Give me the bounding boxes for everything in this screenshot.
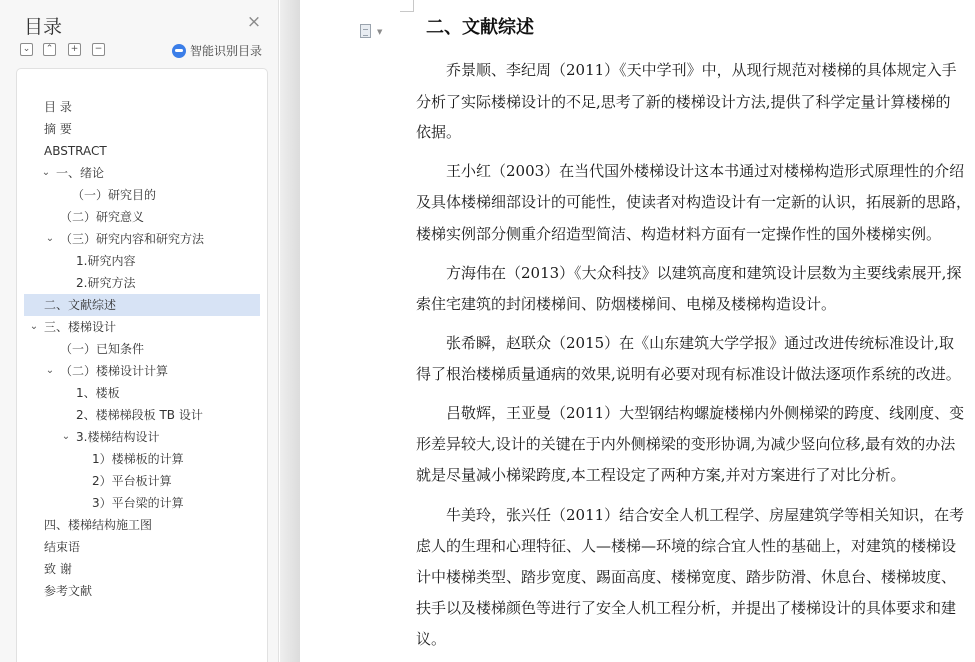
toc-item[interactable]	[24, 338, 260, 360]
chevron-down-icon[interactable]: ⌄	[45, 365, 55, 376]
toc-item-label: 目 录	[44, 100, 72, 114]
toc-item-label: 摘 要	[44, 122, 72, 136]
smart-toc-button[interactable]	[172, 42, 262, 59]
toc-item-label: 1.研究内容	[76, 254, 136, 268]
collapse-all-icon[interactable]: ⌃	[43, 43, 56, 56]
toc-item-label: 致 谢	[44, 562, 72, 576]
remove-heading-icon[interactable]: −	[92, 43, 105, 56]
toc-item-label: 参考文献	[44, 584, 93, 598]
toc-item[interactable]	[24, 448, 260, 470]
paragraph-line: 王小红（2003）在当代国外楼梯设计这本书通过对楼梯构造形式原理性的介绍	[416, 162, 965, 180]
toc-item[interactable]	[24, 404, 260, 426]
toc-item[interactable]	[24, 96, 260, 118]
toc-item[interactable]	[24, 206, 260, 228]
document-menu-icon[interactable]: ▼	[360, 24, 374, 40]
paragraph-line: 虑人的生理和心理特征、人—楼梯—环境的综合宜人性的基础上，对建筑的楼梯设	[416, 537, 957, 555]
document-page	[300, 0, 975, 662]
chevron-down-icon[interactable]: ⌄	[45, 233, 55, 244]
toc-item[interactable]	[24, 360, 260, 382]
paragraph-line: 楼梯实例部分侧重介绍造型简洁、构造材料方面有一定操作性的国外楼梯实例。	[416, 225, 942, 243]
toc-list	[16, 68, 268, 662]
toc-item[interactable]	[24, 140, 260, 162]
toc-item-label: （一）已知条件	[60, 342, 145, 356]
toc-item[interactable]	[24, 228, 260, 250]
paragraph-line: 方海伟在（2013）《大众科技》以建筑高度和建筑设计层数为主要线索展开,探	[416, 264, 962, 282]
toc-item[interactable]	[24, 492, 260, 514]
toc-item-label: （一）研究目的	[72, 188, 157, 202]
paragraph-line: 得了根治楼梯质量通病的效果,说明有必要对现有标准设计做法逐项作系统的改进。	[416, 365, 961, 383]
toc-item[interactable]	[24, 470, 260, 492]
toc-item[interactable]	[24, 184, 260, 206]
smart-toc-label: 智能识别目录	[190, 44, 263, 58]
toc-item[interactable]	[24, 514, 260, 536]
close-icon[interactable]: ×	[246, 12, 262, 32]
paragraph-line: 张希瞬，赵联众（2015）在《山东建筑大学学报》通过改进传统标准设计,取	[416, 334, 954, 352]
toc-item-label: 2）平台板计算	[92, 474, 172, 488]
toc-item[interactable]	[24, 272, 260, 294]
paragraph-line: 及具体楼梯细部设计的可能性，使读者对构造设计有一定新的认识，拓展新的思路，	[416, 193, 972, 211]
paragraph-line: 依据。	[416, 123, 462, 141]
toc-item[interactable]	[24, 558, 260, 580]
toc-item[interactable]	[24, 316, 260, 338]
toc-item-label: 四、楼梯结构施工图	[44, 518, 153, 532]
toc-item[interactable]	[24, 426, 260, 448]
page-gutter	[280, 0, 300, 662]
chevron-down-icon[interactable]: ⌄	[29, 321, 39, 332]
paragraph-line: 议。	[416, 630, 447, 648]
chevron-down-icon[interactable]: ⌄	[41, 167, 51, 178]
toc-item-label: ABSTRACT	[44, 144, 107, 158]
toc-item[interactable]	[24, 162, 260, 184]
paragraph-line: 就是尽量减小梯梁跨度,本工程设定了两种方案,并对方案进行了对比分析。	[416, 466, 906, 484]
toc-item[interactable]	[24, 382, 260, 404]
paragraph-line: 分析了实际楼梯设计的不足,思考了新的楼梯设计方法,提供了科学定量计算楼梯的	[416, 93, 951, 111]
chevron-down-icon[interactable]: ⌄	[61, 431, 71, 442]
toc-item-label: 一、绪论	[56, 166, 105, 180]
paragraph-line: 索住宅建筑的封闭楼梯间、防烟楼梯间、电梯及楼梯构造设计。	[416, 295, 837, 313]
toc-item-label: 三、楼梯设计	[44, 320, 117, 334]
paragraph-line: 乔景顺、李纪周（2011）《天中学刊》中，从现行规范对楼梯的具体规定入手	[416, 61, 957, 79]
toc-item-label: 1）楼梯板的计算	[92, 452, 184, 466]
toc-item-label: 3.楼梯结构设计	[76, 430, 160, 444]
expand-all-icon[interactable]: ⌄	[20, 43, 33, 56]
toc-item[interactable]	[24, 294, 260, 316]
toc-item[interactable]	[24, 118, 260, 140]
toc-item-label: 结束语	[44, 540, 81, 554]
toc-item-label: 3）平台梁的计算	[92, 496, 184, 510]
toc-item-label: 2.研究方法	[76, 276, 136, 290]
smart-toc-icon	[172, 44, 186, 58]
paragraph-line: 牛美玲，张兴任（2011）结合安全人机工程学、房屋建筑学等相关知识，在考	[416, 506, 965, 524]
toc-item-label: 2、楼梯梯段板 TB 设计	[76, 408, 203, 422]
paragraph-line: 扶手以及楼梯颜色等进行了安全人机工程分析，并提出了楼梯设计的具体要求和建	[416, 599, 957, 617]
outline-title: 目录	[24, 16, 63, 38]
toc-item-label: （二）楼梯设计计算	[60, 364, 169, 378]
paragraph-line: 计中楼梯类型、踏步宽度、踢面高度、楼梯宽度、踏步防滑、休息台、楼梯坡度、	[416, 568, 957, 586]
toc-item-label: 1、楼板	[76, 386, 120, 400]
paragraph-line: 形差异较大,设计的关键在于内外侧梯梁的变形协调,为减少竖向位移,最有效的办法	[416, 435, 956, 453]
toc-item[interactable]	[24, 250, 260, 272]
toc-item[interactable]	[24, 580, 260, 602]
toc-item-label: （三）研究内容和研究方法	[60, 232, 205, 246]
toc-item[interactable]	[24, 536, 260, 558]
toc-item-label: 二、文献综述	[44, 298, 117, 312]
paragraph-line: 吕敬辉，王亚曼（2011）大型钢结构螺旋楼梯内外侧梯梁的跨度、线刚度、变	[416, 404, 965, 422]
outline-panel	[0, 0, 279, 662]
toc-item-label: （二）研究意义	[60, 210, 145, 224]
section-heading: 二、文献综述	[426, 17, 534, 38]
add-heading-icon[interactable]: +	[68, 43, 81, 56]
page-corner-mark	[400, 0, 414, 12]
